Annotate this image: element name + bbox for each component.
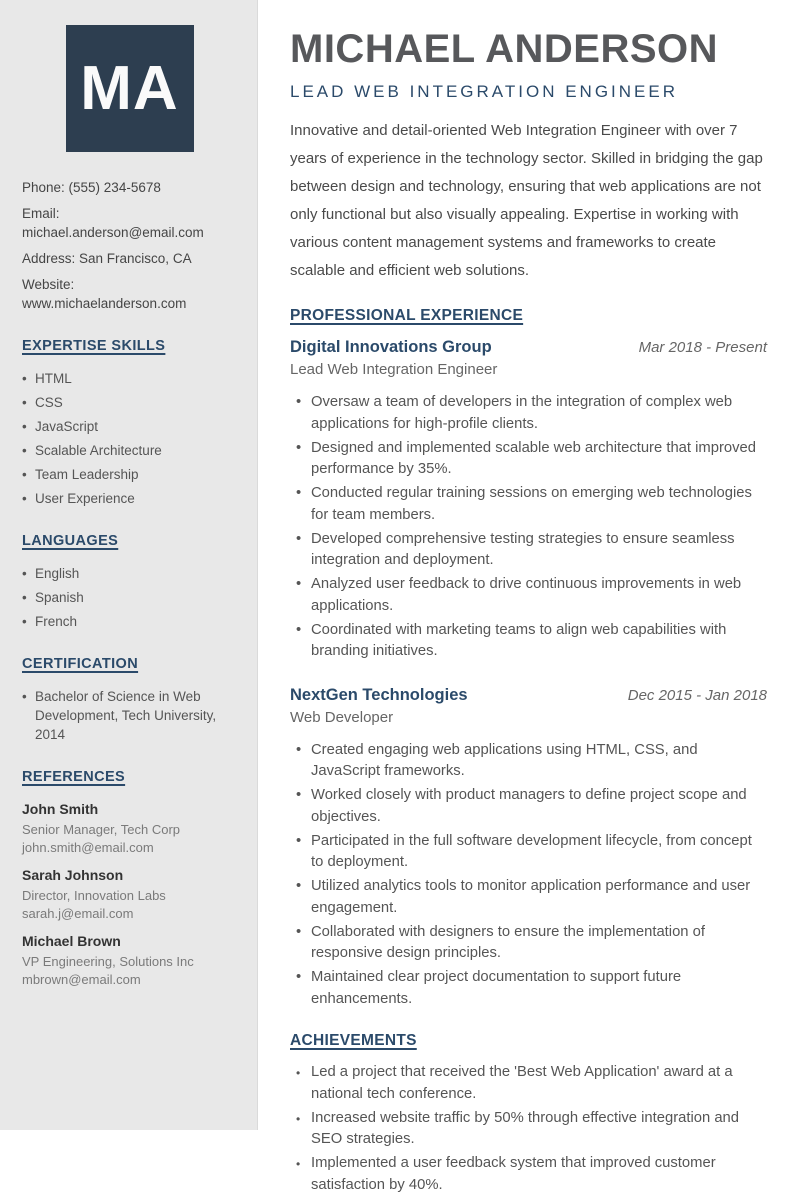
reference-title: VP Engineering, Solutions Inc bbox=[22, 954, 194, 969]
contact-address: Address: San Francisco, CA bbox=[22, 251, 192, 266]
skill-item: • Team Leadership bbox=[22, 465, 237, 484]
achievements-list bbox=[290, 1062, 767, 1196]
achievement-bullet: • Implemented a user feedback system that improved customer satisfaction by 40%. bbox=[290, 1153, 767, 1196]
reference-entry bbox=[22, 932, 237, 989]
reference-name: Sarah Johnson bbox=[22, 867, 124, 883]
monogram-badge bbox=[66, 25, 194, 152]
skill-item: • User Experience bbox=[22, 489, 237, 508]
job-bullet: • Utilized analytics tools to monitor application performance and user engagement. bbox=[290, 876, 767, 919]
job-header bbox=[290, 685, 767, 705]
reference-entry bbox=[22, 800, 237, 857]
job-bullet: • Developed comprehensive testing strategies to ensure seamless integration and deployment. bbox=[290, 529, 767, 572]
reference-title: Director, Innovation Labs bbox=[22, 888, 166, 903]
job-bullet: • Created engaging web applications using HTML, CSS, and JavaScript frameworks. bbox=[290, 740, 767, 783]
job-bullet: • Designed and implemented scalable web architecture that improved performance by 35%. bbox=[290, 438, 767, 481]
achievements-heading: ACHIEVEMENTS bbox=[290, 1032, 417, 1049]
achievement-bullet: • Increased website traffic by 50% through effective integration and SEO strategies. bbox=[290, 1108, 767, 1151]
certification-list bbox=[22, 687, 237, 744]
job-bullet: • Maintained clear project documentation to support future enhancements. bbox=[290, 967, 767, 1010]
languages-list bbox=[22, 564, 237, 631]
company-name: Digital Innovations Group bbox=[290, 338, 492, 356]
job-entry bbox=[290, 685, 767, 1011]
reference-email: sarah.j@email.com bbox=[22, 906, 134, 921]
reference-entry bbox=[22, 866, 237, 923]
contact-info bbox=[22, 178, 237, 313]
reference-email: mbrown@email.com bbox=[22, 972, 141, 987]
contact-phone: Phone: (555) 234-5678 bbox=[22, 180, 161, 195]
company-name: NextGen Technologies bbox=[290, 685, 468, 704]
languages-heading: LANGUAGES bbox=[22, 533, 119, 549]
skill-item: • JavaScript bbox=[22, 417, 237, 436]
main-content bbox=[258, 0, 800, 1193]
person-name: MICHAEL ANDERSON bbox=[290, 27, 719, 71]
job-role: Lead Web Integration Engineer bbox=[290, 361, 498, 378]
job-dates: Mar 2018 - Present bbox=[638, 339, 767, 356]
summary-text: Innovative and detail-oriented Web Integration Engineer with over 7 years of experience in the technology sector. Skilled in bridging the gap between design and technology, ensuring that web applications are not only functional but also visually appealing. Expertise in working with various content management systems and frameworks to create scalable and efficient web solutions. bbox=[290, 122, 763, 279]
language-item: • English bbox=[22, 564, 237, 583]
job-bullet: • Participated in the full software development lifecycle, from concept to deployment. bbox=[290, 831, 767, 874]
sidebar bbox=[0, 0, 258, 1130]
reference-name: Michael Brown bbox=[22, 933, 121, 949]
job-header bbox=[290, 337, 767, 357]
skills-list bbox=[22, 369, 237, 508]
skill-item: • HTML bbox=[22, 369, 237, 388]
contact-email: Email: michael.anderson@email.com bbox=[22, 206, 204, 240]
job-bullet: • Analyzed user feedback to drive continuous improvements in web applications. bbox=[290, 574, 767, 617]
job-bullet: • Conducted regular training sessions on emerging web technologies for team members. bbox=[290, 483, 767, 526]
certification-heading: CERTIFICATION bbox=[22, 656, 139, 672]
job-bullet: • Oversaw a team of developers in the integration of complex web applications for high-profile clients. bbox=[290, 392, 767, 435]
job-bullet: • Collaborated with designers to ensure the implementation of responsive design principles. bbox=[290, 922, 767, 965]
job-entry bbox=[290, 337, 767, 663]
references-heading: REFERENCES bbox=[22, 769, 126, 785]
skill-item: • CSS bbox=[22, 393, 237, 412]
job-role: Web Developer bbox=[290, 708, 394, 726]
job-bullet-list bbox=[290, 392, 767, 663]
language-item: • French bbox=[22, 612, 237, 631]
reference-name: John Smith bbox=[22, 801, 99, 817]
skill-item: • Scalable Architecture bbox=[22, 441, 237, 460]
experience-heading: PROFESSIONAL EXPERIENCE bbox=[290, 307, 524, 324]
job-bullet: • Worked closely with product managers to define project scope and objectives. bbox=[290, 785, 767, 828]
job-dates: Dec 2015 - Jan 2018 bbox=[627, 686, 767, 704]
certification-item: • Bachelor of Science in Web Development, Tech University, 2014 bbox=[22, 687, 237, 744]
job-bullet: • Coordinated with marketing teams to align web capabilities with branding initiatives. bbox=[290, 620, 767, 663]
contact-website: Website: www.michaelanderson.com bbox=[22, 277, 187, 311]
language-item: • Spanish bbox=[22, 588, 237, 607]
job-bullet-list bbox=[290, 740, 767, 1011]
reference-title: Senior Manager, Tech Corp bbox=[22, 822, 181, 837]
person-job-title: LEAD WEB INTEGRATION ENGINEER bbox=[290, 82, 679, 101]
skills-heading: EXPERTISE SKILLS bbox=[22, 338, 166, 354]
monogram-initials: MA bbox=[80, 54, 179, 123]
reference-email: john.smith@email.com bbox=[22, 840, 154, 855]
achievement-bullet: • Led a project that received the 'Best Web Application' award at a national tech conference. bbox=[290, 1062, 767, 1105]
